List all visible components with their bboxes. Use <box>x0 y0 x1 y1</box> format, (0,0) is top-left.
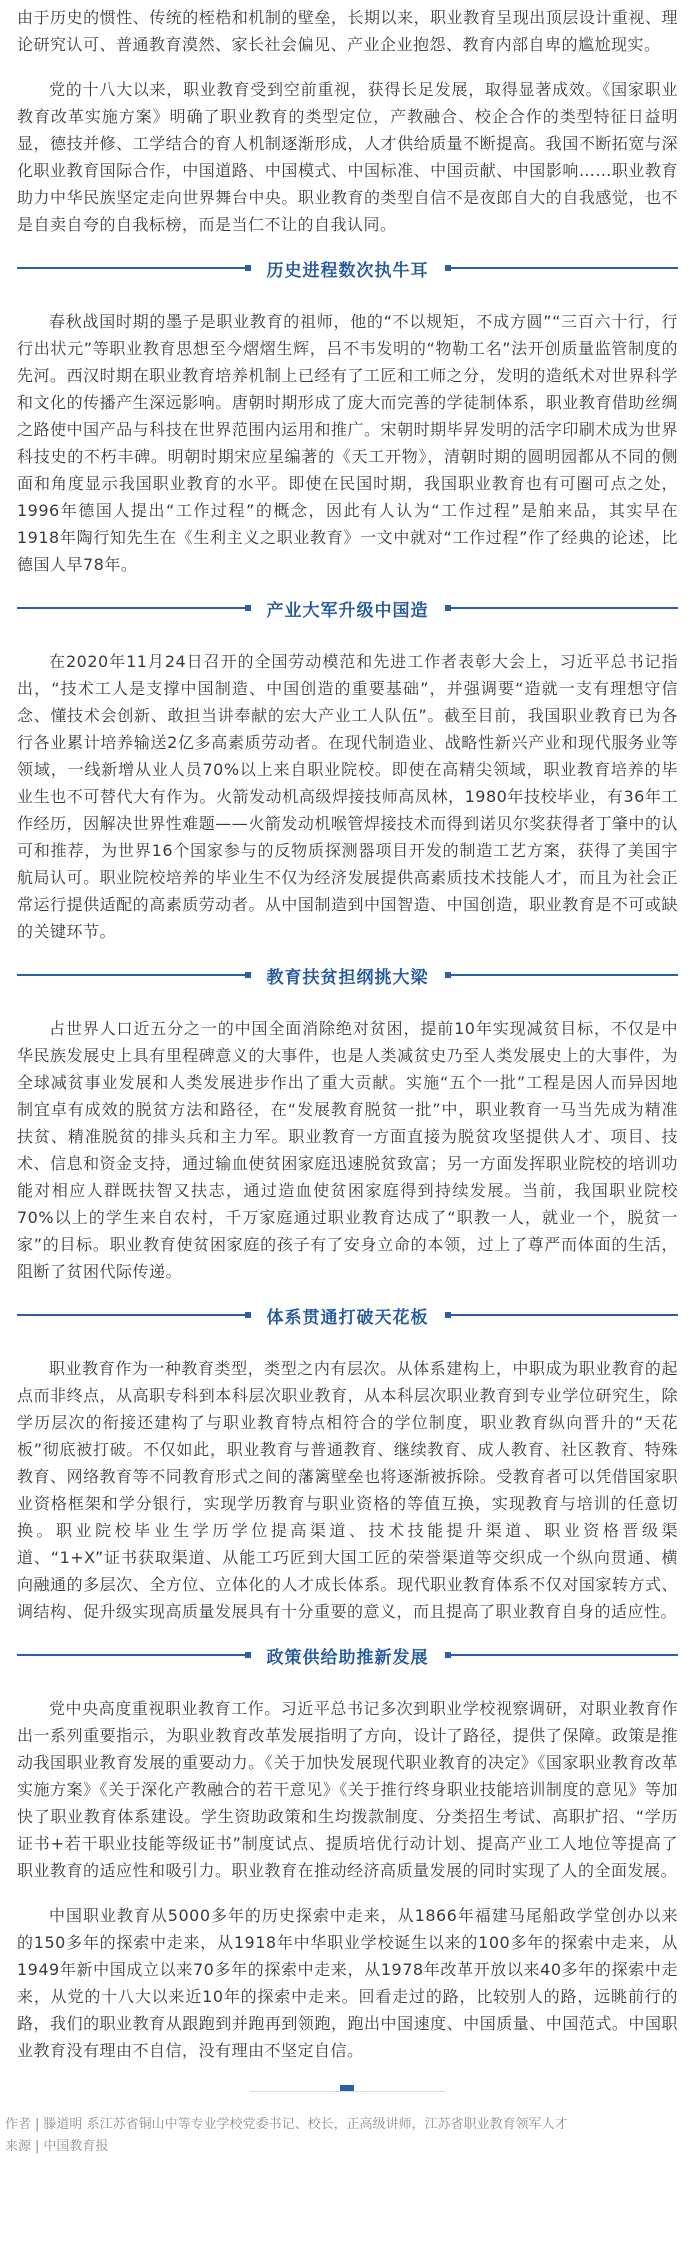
section-paragraph: 春秋战国时期的墨子是职业教育的祖师，他的“不以规矩，不成方圆”“三百六十行，行行出状元”等职业教育思想至今熠熠生辉，吕不韦发明的“物勒工名”法开创质量监管制度的先河。西汉时期在职业教育培养机制上已经有了工匠和工师之分，发明的造纸术对世界科学和文化的传播产生深远影响。唐朝时期形成了庞大而完善的学徒制体系，职业教育借助丝绸之路使中国产品与科技在世界范围内运用和推广。宋朝时期毕昇发明的活字印刷术成为世界科技史的不朽丰碑。明朝时期宋应星编著的《天工开物》，清朝时期的圆明园都从不同的侧面和角度显示我国职业教育的水平。即使在民国时期，我国职业教育也有可圈可点之处，1996年德国人提出“工作过程”的概念，因此有人认为“工作过程”是舶来品，其实早在1918年陶行知先生在《生利主义之职业教育》一文中就对“工作过程”作了经典的论述，比德国人早78年。 <box>17 312 678 574</box>
end-divider-line <box>250 2091 445 2092</box>
article-footer <box>0 2114 695 2158</box>
heading-rule-right <box>445 974 679 976</box>
section-heading <box>17 256 678 280</box>
author-bio: 系江苏省铜山中等专业学校党委书记、校长，正高级讲师，江苏省职业教育领军人才 <box>86 2117 568 2132</box>
closing-paragraph: 中国职业教育从5000多年的历史探索中走来，从1866年福建马尾船政学堂创办以来的150多年的探索中走来，从1918年中华职业学校诞生以来的100多年的探索中走来，从1949年新中国成立以来70多年的探索中走来，从1978年改革开放以来40多年的探索中走来，从党的十八大以来近10年的探索中走来。回看走过的路，比较别人的路，远眺前行的路，我们的职业教育从跟跑到并跑再到领跑，跑出中国速度、中国质量、中国范式。中国职业教育没有理由不自信，没有理由不坚定自信。 <box>17 1906 678 2060</box>
author-separator: | <box>35 2117 40 2132</box>
heading-rule-right <box>445 607 679 609</box>
source-name: 中国教育报 <box>43 2139 109 2154</box>
section-heading <box>17 1643 678 1667</box>
section-title: 政策供给助推新发展 <box>266 1647 429 1668</box>
heading-rule-left <box>17 1314 251 1316</box>
heading-rule-left <box>17 1654 251 1656</box>
source-label: 来源 <box>5 2139 32 2154</box>
author-label: 作者 <box>5 2117 32 2132</box>
heading-rule-right <box>445 1314 679 1316</box>
section-heading <box>17 596 678 620</box>
author-line <box>5 2114 690 2136</box>
end-divider <box>0 2082 695 2096</box>
section-title: 教育扶贫担纲挑大梁 <box>266 967 429 988</box>
section-paragraph: 党中央高度重视职业教育工作。习近平总书记多次到职业学校视察调研，对职业教育作出一系列重要指示，为职业教育改革发展指明了方向，设计了路径，提供了保障。政策是推动我国职业教育发展的重要动力。《关于加快发展现代职业教育的决定》《国家职业教育改革实施方案》《关于深化产教融合的若干意见》《关于推行终身职业技能培训制度的意见》等加快了职业教育体系建设。学生资助政策和生均拨款制度、分类招生考试、高职扩招、“学历证书+若干职业技能等级证书”制度试点、提质培优行动计划、提高产业工人地位等提高了职业教育的适应性和吸引力。职业教育在推动经济高质量发展的同时实现了人的全面发展。 <box>17 1699 678 1880</box>
section-paragraph: 职业教育作为一种教育类型，类型之内有层次。从体系建构上，中职成为职业教育的起点而非终点，从高职专科到本科层次职业教育，从本科层次职业教育到专业学位研究生，除学历层次的衔接还建构了与职业教育特点相符合的学位制度，职业教育纵向晋升的“天花板”彻底被打破。不仅如此，职业教育与普通教育、继续教育、成人教育、社区教育、特殊教育、网络教育等不同教育形式之间的藩篱壁垒也将逐渐被拆除。受教育者可以凭借国家职业资格框架和学分银行，实现学历教育与职业资格的等值互换，实现教育与培训的任意切换。职业院校毕业生学历学位提高渠道、技术技能提升渠道、职业资格晋级渠道、“1+X”证书获取渠道、从能工巧匠到大国工匠的荣誉渠道等交织成一个纵向贯通、横向融通的多层次、全方位、立体化的人才成长体系。现代职业教育体系不仅对国家转方式、调结构、促升级实现高质量发展具有十分重要的意义，而且提高了职业教育自身的适应性。 <box>17 1359 678 1621</box>
source-separator: | <box>35 2139 40 2154</box>
section-heading <box>17 1303 678 1327</box>
source-line <box>5 2136 690 2158</box>
section-title: 体系贯通打破天花板 <box>266 1307 429 1328</box>
section-title: 历史进程数次执牛耳 <box>266 260 429 281</box>
heading-rule-left <box>17 974 251 976</box>
heading-rule-right <box>445 1654 679 1656</box>
section-paragraph: 在2020年11月24日召开的全国劳动模范和先进工作者表彰大会上，习近平总书记指出，“技术工人是支撑中国制造、中国创造的重要基础”，并强调要“造就一支有理想守信念、懂技术会创新、敢担当讲奉献的宏大产业工人队伍”。截至目前，我国职业教育已为各行各业累计培养输送2亿多高素质劳动者。在现代制造业、战略性新兴产业和现代服务业等领域，一线新增从业人员70%以上来自职业院校。即使在高精尖领域，职业教育培养的毕业生也不可替代大有作为。火箭发动机高级焊接技师高凤林，1980年技校毕业，有36年工作经历，因解决世界性难题——火箭发动机喉管焊接技术而得到诺贝尔奖获得者丁肇中的认可和推荐，为世界16个国家参与的反物质探测器项目开发的制造工艺方案，获得了美国宇航局认可。职业院校培养的毕业生不仅为经济发展提供高素质技术技能人才，而且为社会正常运行提供适配的高素质劳动者。从中国制造到中国智造、中国创造，职业教育是不可或缺的关键环节。 <box>17 652 678 941</box>
author-name: 滕道明 <box>43 2117 83 2132</box>
heading-rule-left <box>17 267 251 269</box>
section-title: 产业大军升级中国造 <box>266 600 429 621</box>
section-paragraph: 占世界人口近五分之一的中国全面消除绝对贫困，提前10年实现减贫目标，不仅是中华民族发展史上具有里程碑意义的大事件，也是人类减贫史乃至人类发展史上的大事件，为全球减贫事业发展和人类发展进步作出了重大贡献。实施“五个一批”工程是因人而异因地制宜卓有成效的脱贫方法和路径，在“发展教育脱贫一批”中，职业教育一马当先成为精准扶贫、精准脱贫的排头兵和主力军。职业教育一方面直接为脱贫攻坚提供人才、项目、技术、信息和资金支持，通过输血使贫困家庭迅速脱贫致富；另一方面发挥职业院校的培训功能对相应人群既扶智又扶志，通过造血使贫困家庭得到持续发展。当前，我国职业院校70%以上的学生来自农村，千万家庭通过职业教育达成了“职教一人，就业一个，脱贫一家”的目标。职业教育使贫困家庭的孩子有了安身立命的本领，过上了尊严而体面的生活，阻断了贫困代际传递。 <box>17 1019 678 1281</box>
intro-paragraph: 由于历史的惯性、传统的桎梏和机制的壁垒，长期以来，职业教育呈现出顶层设计重视、理论研究认可、普通教育漠然、家长社会偏见、产业企业抱怨、教育内部自卑的尴尬现实。 <box>17 8 678 54</box>
intro-paragraph: 党的十八大以来，职业教育受到空前重视，获得长足发展，取得显著成效。《国家职业教育改革实施方案》明确了职业教育的类型定位，产教融合、校企合作的类型特征日益明显，德技并修、工学结合的育人机制逐渐形成，人才供给质量不断提高。我国不断拓宽与深化职业教育国际合作，中国道路、中国模式、中国标准、中国贡献、中国影响……职业教育助力中华民族坚定走向世界舞台中央。职业教育的类型自信不是夜郎自大的自我感觉，也不是自卖自夸的自我标榜，而是当仁不让的自我认同。 <box>17 80 678 234</box>
section-heading <box>17 963 678 987</box>
heading-rule-left <box>17 607 251 609</box>
heading-rule-right <box>445 267 679 269</box>
end-divider-mark <box>340 2085 354 2091</box>
